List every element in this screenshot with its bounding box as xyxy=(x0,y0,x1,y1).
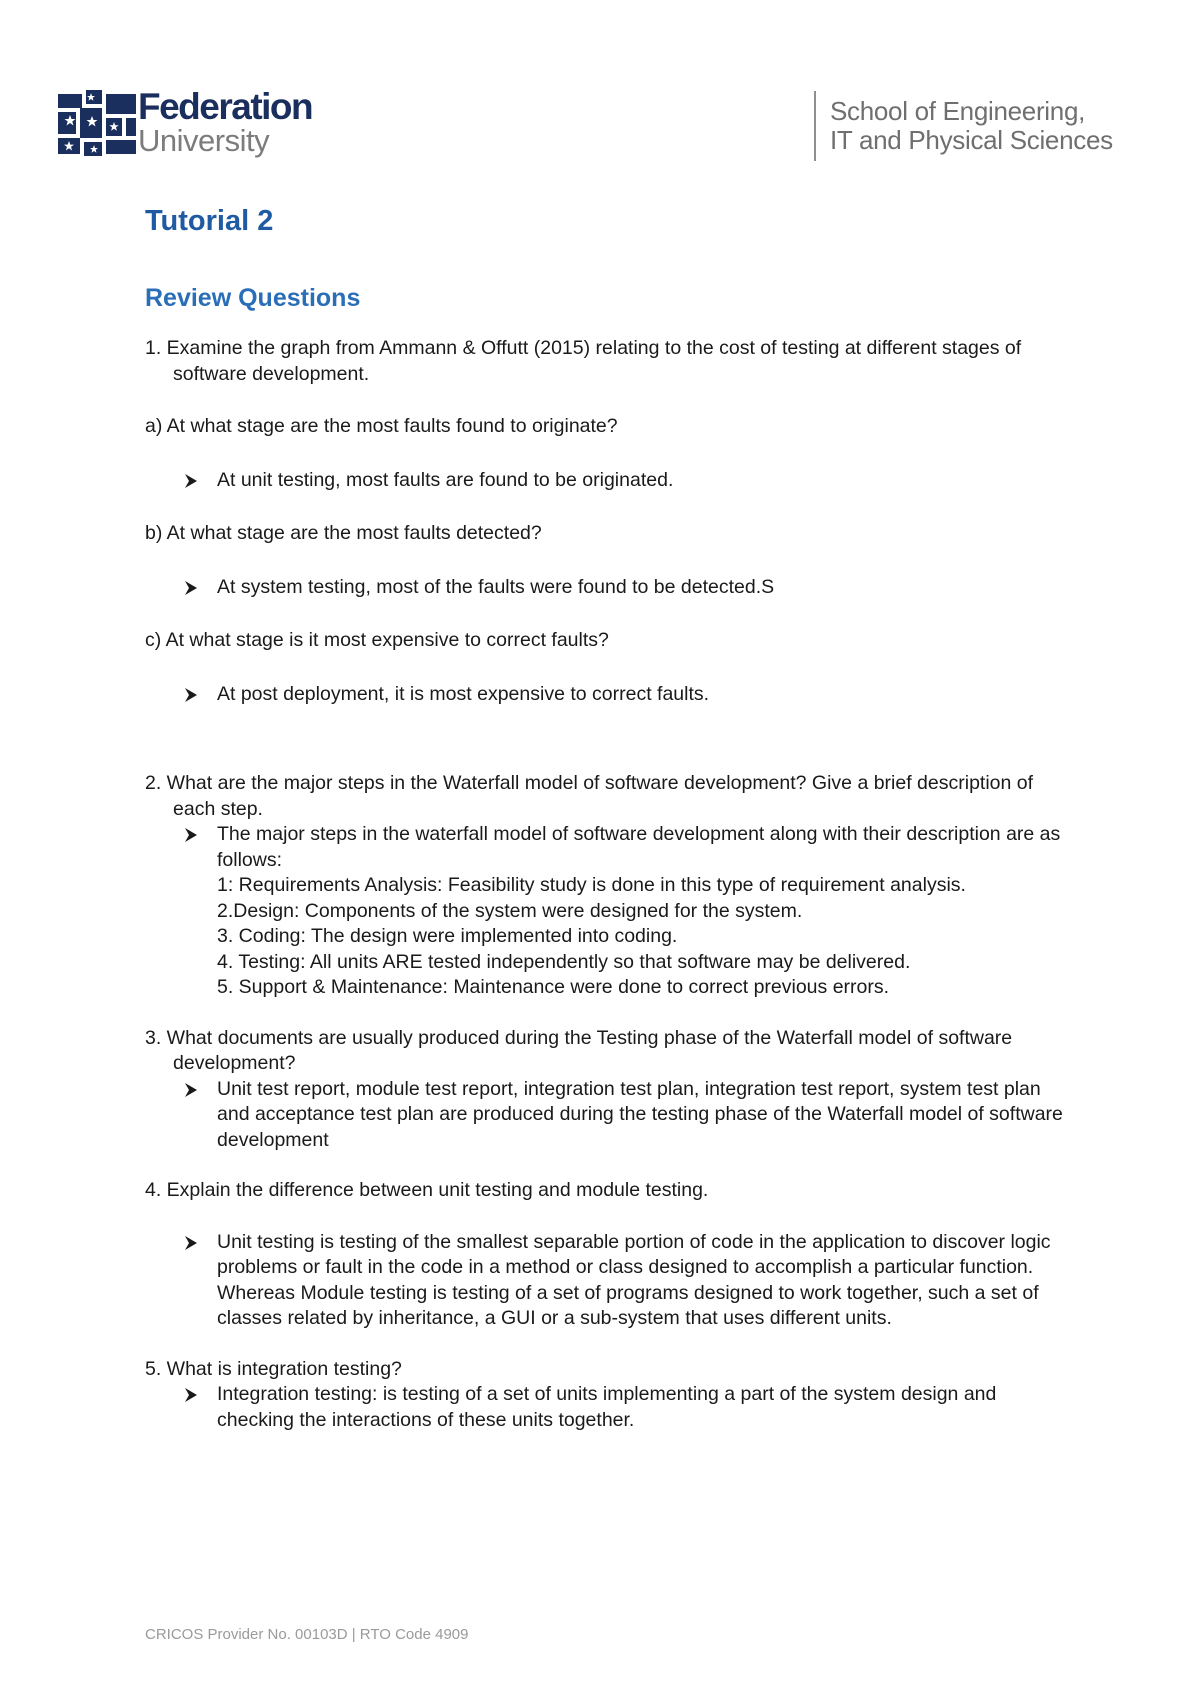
question-2-prompt: 2. What are the major steps in the Waterfall model of software development? Give a brief description of each step. xyxy=(145,772,1034,820)
arrow-bullet-icon xyxy=(183,687,199,703)
school-name-line-1: School of Engineering, xyxy=(830,96,1086,126)
answer-3-text: Unit test report, module test report, integration test plan, integration test report, system test plan and acceptance test plan are produced during the testing phase of the Waterfall model of software development xyxy=(217,1077,1063,1151)
answer-1b-text: At system testing, most of the faults were found to be detected.S xyxy=(217,575,775,598)
header-divider xyxy=(814,91,816,161)
waterfall-step-3: 3. Coding: The design were implemented into coding. xyxy=(217,925,678,947)
logo-line-university: University xyxy=(138,123,270,158)
question-1a: a) At what stage are the most faults found to originate? xyxy=(145,415,618,437)
answer-2 xyxy=(145,822,1065,1001)
arrow-bullet-icon xyxy=(183,827,199,843)
logo-line-federation: Federation xyxy=(138,86,313,127)
answer-4-text: Unit testing is testing of the smallest separable portion of code in the application to discover logic problems or fault in the code in a method or class designed to accomplish a particular function. Whereas Module testing is testing of a set of programs designed to work together, such a set of classes related by inheritance, a GUI or a sub-system that uses different units. xyxy=(217,1230,1051,1329)
answer-4 xyxy=(145,1230,1065,1332)
answer-5-text: Integration testing: is testing of a set of units implementing a part of the system design and checking the interactions of these units together. xyxy=(217,1383,997,1431)
answer-1c xyxy=(145,682,1065,708)
page-footer: CRICOS Provider No. 00103D | RTO Code 4909 xyxy=(145,1626,469,1643)
page-header xyxy=(56,88,1144,168)
answer-5 xyxy=(145,1382,1065,1433)
question-3-prompt: 3. What documents are usually produced during the Testing phase of the Waterfall model of software development? xyxy=(145,1026,1013,1074)
question-1c: c) At what stage is it most expensive to correct faults? xyxy=(145,629,609,651)
question-1b: b) At what stage are the most faults detected? xyxy=(145,522,542,544)
question-5-prompt: 5. What is integration testing? xyxy=(145,1357,402,1380)
answer-2-intro: The major steps in the waterfall model of software development along with their description are as follows: xyxy=(217,823,1061,871)
page-title: Tutorial 2 xyxy=(145,205,274,237)
answer-3 xyxy=(145,1077,1065,1154)
waterfall-step-4: 4. Testing: All units ARE tested independently so that software may be delivered. xyxy=(217,950,911,973)
waterfall-step-5: 5. Support & Maintenance: Maintenance were done to correct previous errors. xyxy=(217,976,890,998)
waterfall-step-1: 1: Requirements Analysis: Feasibility study is done in this type of requirement analysis. xyxy=(217,874,966,896)
arrow-bullet-icon xyxy=(183,1387,199,1403)
arrow-bullet-icon xyxy=(183,580,199,596)
answer-1a xyxy=(145,468,1065,494)
waterfall-step-2: 2.Design: Components of the system were designed for the system. xyxy=(217,899,803,922)
arrow-bullet-icon xyxy=(183,1082,199,1098)
answer-1a-text: At unit testing, most faults are found to be originated. xyxy=(217,468,674,491)
question-4-prompt: 4. Explain the difference between unit testing and module testing. xyxy=(145,1179,709,1201)
school-name-block xyxy=(814,91,1144,161)
logo-wordmark xyxy=(138,88,358,156)
arrow-bullet-icon xyxy=(183,1235,199,1251)
school-name xyxy=(830,97,1113,155)
section-heading: Review Questions xyxy=(145,284,361,312)
document-body xyxy=(145,200,1065,1433)
school-name-line-2: IT and Physical Sciences xyxy=(830,125,1113,155)
arrow-bullet-icon xyxy=(183,473,199,489)
question-1-prompt: 1. Examine the graph from Ammann & Offutt (2015) relating to the cost of testing at different stages of software development. xyxy=(145,337,1022,385)
answer-1c-text: At post deployment, it is most expensive to correct faults. xyxy=(217,682,710,705)
federation-university-logo xyxy=(56,88,336,160)
university-crest-icon xyxy=(56,90,138,158)
answer-1b xyxy=(145,575,1065,601)
